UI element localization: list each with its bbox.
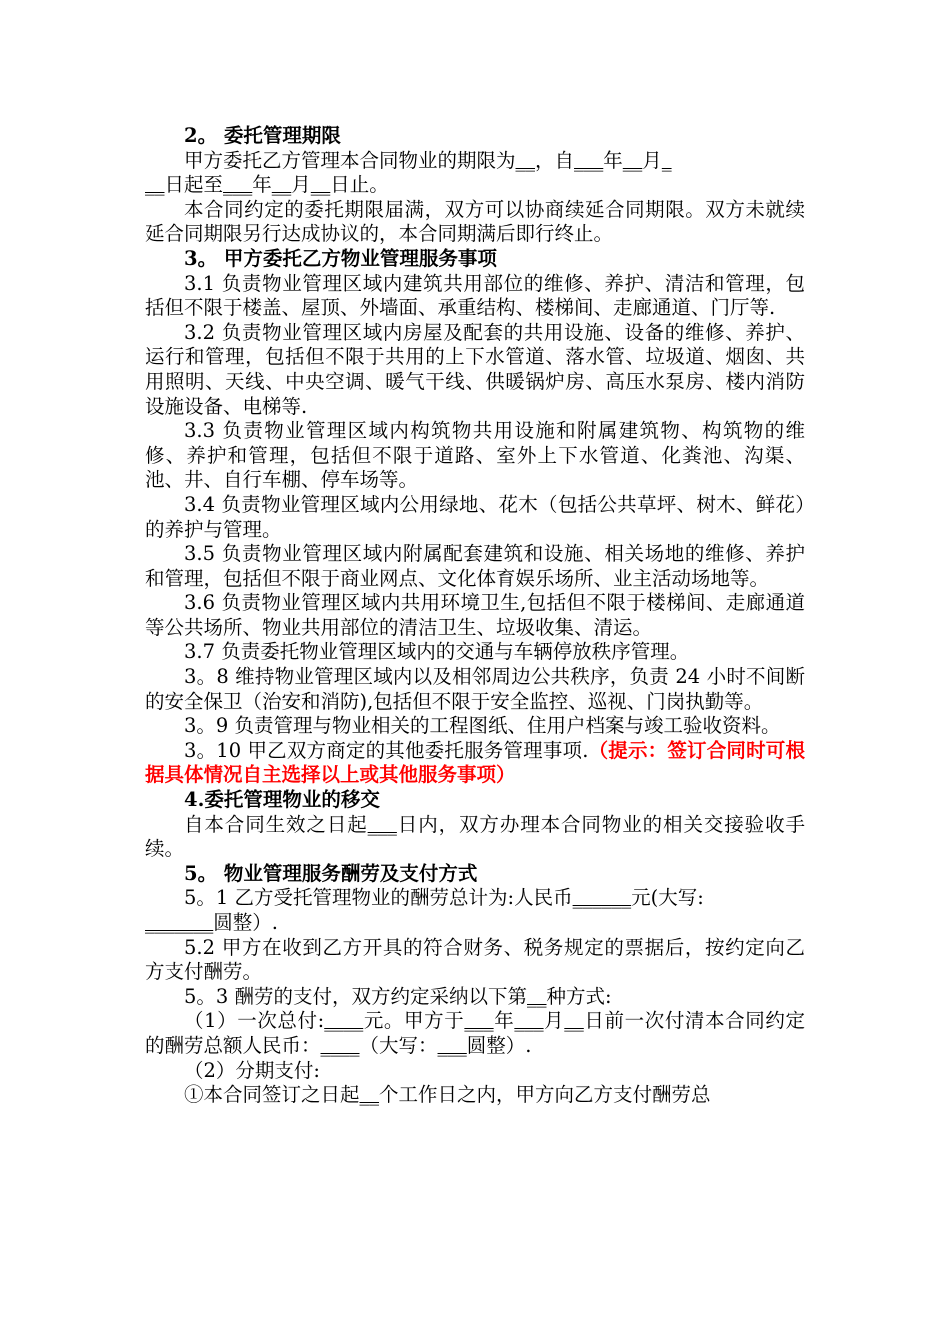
- section-2-renewal-paragraph: 本合同约定的委托期限届满，双方可以协商续延合同期限。双方未就续延合同期限另行达成协议的，本合同期满后即行终止。: [145, 197, 805, 246]
- section-3-item-3-4: 3.4 负责物业管理区域内公用绿地、花木（包括公共草坪、树木、鲜花）的养护与管理。: [145, 492, 805, 541]
- blank-handover-days: ___: [367, 812, 397, 836]
- section-5-heading: 5。 物业管理服务酬劳及支付方式: [184, 861, 478, 885]
- section-3-heading: 3。 甲方委托乙方物业管理服务事项: [184, 246, 497, 270]
- payment-option-1: （1）一次总付:____元。甲方于___年___月__日前一次付清本合同约定的酬劳总额人民币：____（大写：___圆整）.: [145, 1009, 805, 1057]
- blank-end-day: __: [310, 173, 331, 197]
- blank-lump-total: ____: [320, 1033, 360, 1057]
- blank-start-month: __: [622, 148, 643, 172]
- blank-start-year: ___: [574, 148, 604, 172]
- blank-fee-amount: ______: [572, 886, 632, 910]
- section-3-item-3-3: 3.3 负责物业管理区域内构筑物共用设施和附属建筑物、构筑物的维修、养护和管理，包括但不限于道路、室外上下水管道、化粪池、沟渠、池、井、自行车棚、停车场等。: [145, 419, 805, 492]
- hint-text: （提示：签订合同时可根据具体情况自主选择以上或其他服务事项）: [145, 738, 805, 787]
- section-5-3-paragraph: 5。3 酬劳的支付，双方约定采纳以下第__种方式:: [184, 984, 612, 1008]
- blank-lump-month: ___: [514, 1009, 544, 1033]
- section-2-heading: 2。 委托管理期限: [184, 124, 341, 147]
- section-3-item-3-6: 3.6 负责物业管理区域内共用环境卫生,包括但不限于楼梯间、走廊通道等公共场所、物业共用部位的清洁卫生、垃圾收集、清运。: [145, 591, 805, 639]
- blank-end-month: __: [271, 173, 292, 197]
- section-5-2-paragraph: 5.2 甲方在收到乙方开具的符合财务、税务规定的票据后，按约定向乙方支付酬劳。: [145, 935, 805, 984]
- document-page: [145, 124, 805, 1108]
- blank-lump-sum: ____: [324, 1009, 364, 1033]
- section-3-item-3-7: 3.7 负责委托物业管理区域内的交通与车辆停放秩序管理。: [184, 640, 690, 664]
- section-4-heading: 4.委托管理物业的移交: [184, 788, 380, 812]
- section-3-item-3-8: 3。8 维持物业管理区域内以及相邻周边公共秩序，负责 24 小时不间断的安全保卫（治安和消防),包括但不限于安全监控、巡视、门岗执勤等。: [145, 665, 805, 713]
- payment-option-2: （2）分期支付:: [184, 1058, 320, 1082]
- blank-fee-amount-words: _______: [145, 911, 214, 934]
- section-5-1-paragraph: 5。1 乙方受托管理物业的酬劳总计为:人民币______元(大写: _______圆整）.: [145, 886, 704, 934]
- section-3-item-3-9: 3。9 负责管理与物业相关的工程图纸、住用户档案与竣工验收资料。: [184, 714, 781, 738]
- blank-start-day-b: __: [145, 173, 165, 197]
- blank-lump-total-words: ___: [437, 1033, 467, 1057]
- blank-working-days: __: [359, 1083, 380, 1107]
- blank-lump-year: ___: [464, 1009, 494, 1033]
- section-3-item-3-5: 3.5 负责物业管理区域内附属配套建筑和设施、相关场地的维修、养护和管理，包括但不限于商业网点、文化体育娱乐场所、业主活动场地等。: [145, 542, 805, 590]
- section-2-term-paragraph: 甲方委托乙方管理本合同物业的期限为__，自___年__月_ __日起至___年__月__日止。: [145, 148, 672, 197]
- blank-start-day-a: _: [661, 148, 672, 172]
- blank-end-year: ___: [223, 173, 253, 197]
- section-3-item-3-10: 3。10 甲乙双方商定的其他委托服务管理事项.（提示：签订合同时可根据具体情况自主选择以上或其他服务事项）: [145, 738, 805, 787]
- section-4-handover-paragraph: 自本合同生效之日起___日内，双方办理本合同物业的相关交接验收手续。: [145, 812, 805, 861]
- blank-payment-option: __: [527, 984, 547, 1008]
- blank-term-length: __: [515, 148, 536, 172]
- blank-lump-day: __: [564, 1009, 584, 1033]
- section-3-item-3-2: 3.2 负责物业管理区域内房屋及配套的共用设施、设备的维修、养护、运行和管理，包括但不限于共用的上下水管道、落水管、垃圾道、烟囱、共用照明、天线、中央空调、暖气干线、供暖锅炉房、高压水泵房、楼内消防设施设备、电梯等.: [145, 320, 805, 418]
- section-3-item-3-1: 3.1 负责物业管理区域内建筑共用部位的维修、养护、清洁和管理，包括但不限于楼盖、屋顶、外墙面、承重结构、楼梯间、走廊通道、门厅等.: [145, 271, 805, 320]
- payment-option-2-step-1: ①本合同签订之日起__个工作日之内，甲方向乙方支付酬劳总: [184, 1083, 711, 1107]
